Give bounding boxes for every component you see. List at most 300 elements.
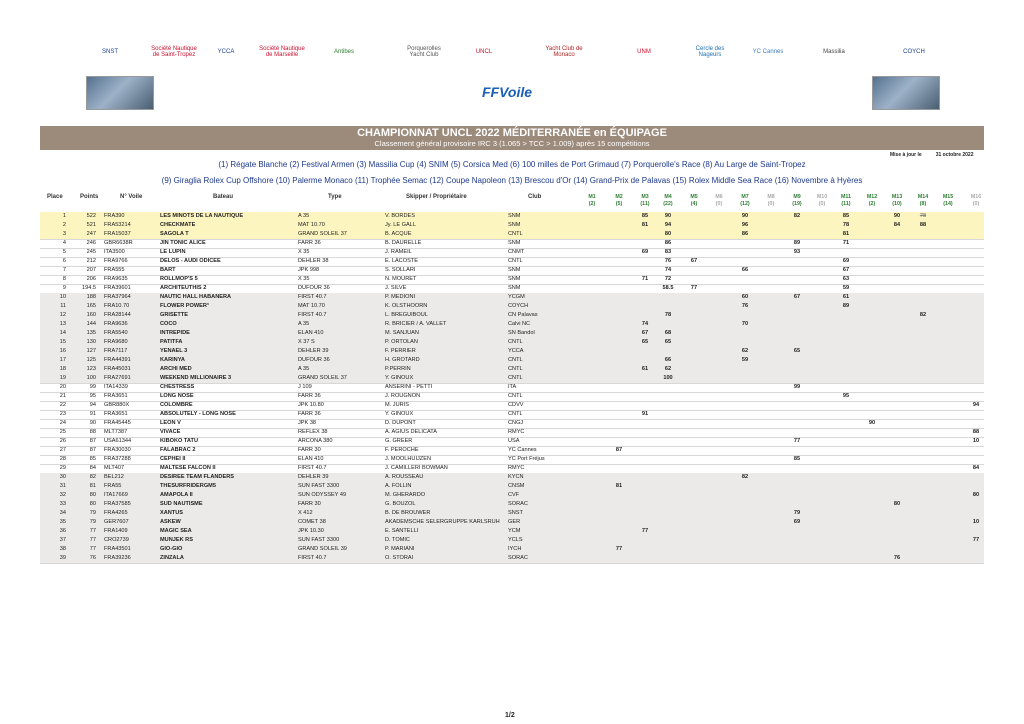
cell-points: 206 (86, 276, 96, 282)
cell-place: 11 (60, 303, 66, 309)
cell-score-m3: 61 (641, 366, 649, 372)
cell-club: CNTL (508, 375, 523, 381)
cell-skipper: M. SANJUAN (385, 330, 419, 336)
cell-club: CNTL (508, 339, 523, 345)
cell-sail: FRA37585 (104, 501, 131, 507)
page-subtitle: Classement général provisoire IRC 3 (1.065 > TCC > 1.009) après 15 compétitions (374, 139, 650, 148)
cell-boat: INTREPIDE (160, 330, 190, 336)
cell-score-m11: 59 (842, 285, 850, 291)
cell-club: SORAC (508, 555, 528, 561)
cell-type: DUFOUR 36 (298, 285, 330, 291)
cell-points: 521 (86, 222, 96, 228)
cell-boat: WEEKEND MILLIONAIRE 3 (160, 375, 232, 381)
cell-type: FARR 36 (298, 240, 321, 246)
cell-type: REFLEX 38 (298, 429, 328, 435)
cell-skipper: A. FOLLIN (385, 483, 412, 489)
cell-points: 127 (86, 348, 96, 354)
cell-points: 94 (89, 402, 96, 408)
cell-sail: FRA3651 (104, 411, 128, 417)
cell-sail: FRA3651 (104, 393, 128, 399)
cell-score-m9: 82 (793, 213, 801, 219)
cell-skipper: P. MEDIONI (385, 294, 416, 300)
cell-skipper: F. PERRIER (385, 348, 416, 354)
cell-skipper: E. LACOSTE (385, 258, 418, 264)
cell-boat: AMAPOLA II (160, 492, 193, 498)
cell-club: CNGJ (508, 420, 524, 426)
cell-score-m7: 90 (741, 213, 749, 219)
col-header-sail: N° Voile (120, 194, 143, 200)
cell-score-m3: 69 (641, 249, 649, 255)
sponsor-logo: YCCA (217, 49, 235, 55)
race-header-m2: M2 (5) (615, 194, 623, 207)
cell-score-m11: 61 (842, 294, 850, 300)
cell-score-m9: 77 (793, 438, 801, 444)
cell-score-m9: 99 (793, 384, 801, 390)
cell-place: 13 (59, 321, 66, 327)
cell-sail: FRA53214 (104, 222, 131, 228)
cell-points: 87 (89, 447, 96, 453)
cell-boat: ABSOLUTELY - LONG NOSE (160, 411, 236, 417)
sailing-photo-right (872, 76, 940, 110)
cell-score-m7: 70 (741, 321, 749, 327)
cell-score-m13: 90 (893, 213, 901, 219)
sponsor-logo: Yacht Club de Monaco (545, 46, 583, 58)
cell-club: CNTL (508, 258, 523, 264)
cell-points: 87 (89, 438, 96, 444)
cell-score-m7: 66 (741, 267, 749, 273)
cell-place: 20 (59, 384, 66, 390)
col-header-type: Type (328, 194, 342, 200)
cell-club: SNM (508, 267, 521, 273)
cell-type: X 37 S (298, 339, 315, 345)
cell-skipper: D. DUPONT (385, 420, 416, 426)
cell-club: CVF (508, 492, 520, 498)
cell-skipper: P. MARIANI (385, 546, 415, 552)
cell-boat: CEPHEI II (160, 456, 186, 462)
cell-place: 39 (59, 555, 66, 561)
cell-points: 160 (86, 312, 96, 318)
cell-boat: MALTESE FALCON II (160, 465, 216, 471)
cell-place: 17 (59, 357, 66, 363)
cell-place: 30 (59, 474, 66, 480)
cell-skipper: B. ACQUE (385, 231, 412, 237)
cell-score-m7: 86 (741, 231, 749, 237)
cell-club: YCCA (508, 348, 524, 354)
race-header-m9: M9 (19) (792, 194, 802, 207)
cell-score-m11: 78 (842, 222, 850, 228)
cell-club: CNTL (508, 357, 523, 363)
page-title: CHAMPIONNAT UNCL 2022 MÉDITERRANÉE en ÉQUIPAGE (357, 127, 667, 139)
cell-score-m2: 87 (615, 447, 623, 453)
cell-sail: FRA7117 (104, 348, 128, 354)
cell-score-m13: 80 (893, 501, 901, 507)
competitions-line-2: (9) Giraglia Rolex Cup Offshore (10) Palerme Monaco (11) Trophée Semac (12) Coupe Napoleon (13) Brescou d'Or (14) Grand-Prix de Palavas (15) Rolex Middle Sea Race (16) Novembre à Hyères (161, 176, 863, 185)
cell-points: 125 (86, 357, 96, 363)
cell-type: DUFOUR 36 (298, 357, 330, 363)
sponsor-logo: Société Nautique de Saint-Tropez (151, 46, 197, 58)
cell-sail: FRA39236 (104, 555, 131, 561)
cell-type: DEHLER 39 (298, 474, 329, 480)
cell-boat: LONG NOSE (160, 393, 194, 399)
cell-sail: FRA45031 (104, 366, 131, 372)
cell-score-m4: 74 (664, 267, 672, 273)
cell-place: 8 (62, 276, 66, 282)
cell-type: MAT 10.70 (298, 303, 325, 309)
cell-club: YC Port Fréjus (508, 456, 545, 462)
race-header-m7: M7 (12) (740, 194, 750, 207)
cell-score-m11: 67 (842, 267, 850, 273)
cell-club: SN Bandol (508, 330, 535, 336)
cell-score-m3: 91 (641, 411, 649, 417)
cell-skipper: L. BREGUIBOUL (385, 312, 428, 318)
cell-score-m11: 95 (842, 393, 850, 399)
cell-club: SORAC (508, 501, 528, 507)
cell-score-m16: 84 (972, 465, 980, 471)
cell-points: 80 (89, 501, 96, 507)
cell-boat: DELOS - AUDI ODICEE (160, 258, 221, 264)
cell-place: 27 (59, 447, 66, 453)
cell-points: 77 (89, 537, 96, 543)
cell-place: 3 (62, 231, 66, 237)
cell-score-m16: 10 (972, 519, 980, 525)
cell-points: 79 (89, 519, 96, 525)
cell-type: ARCONA 380 (298, 438, 333, 444)
cell-score-m4: 90 (664, 213, 672, 219)
cell-skipper: S. SOLLARI (385, 267, 416, 273)
cell-type: JPK 10.80 (298, 402, 324, 408)
cell-points: 77 (89, 546, 96, 552)
sponsor-logo: Société Nautique de Marseille (259, 46, 305, 58)
col-header-club: Club (528, 194, 542, 200)
cell-sail: ITA14339 (104, 384, 128, 390)
cell-sail: FRA9636 (104, 321, 128, 327)
cell-score-m9: 79 (793, 510, 801, 516)
cell-score-m14: 88 (919, 222, 927, 228)
cell-boat: JIN TONIC ALICE (160, 240, 206, 246)
cell-sail: ITA3500 (104, 249, 125, 255)
cell-boat: GIO-GIO (160, 546, 183, 552)
cell-type: A 35 (298, 366, 310, 372)
cell-sail: MLT7387 (104, 429, 128, 435)
cell-skipper: G. GREER (385, 438, 413, 444)
cell-skipper: J. SILVE (385, 285, 407, 291)
cell-skipper: P.PERRIN (385, 366, 411, 372)
cell-score-m4: 83 (664, 249, 672, 255)
race-header-m1: M1 (2) (588, 194, 596, 207)
cell-sail: FRA37964 (104, 294, 131, 300)
cell-club: CNTL (508, 366, 523, 372)
cell-type: A 35 (298, 213, 310, 219)
cell-score-m16: 80 (972, 492, 980, 498)
cell-score-m11: 63 (842, 276, 850, 282)
cell-club: CDVV (508, 402, 524, 408)
update-date: Mise à jour le 31 octobre 2022 (890, 152, 974, 158)
col-header-boat: Bateau (213, 194, 234, 200)
cell-score-m7: 60 (741, 294, 749, 300)
cell-sail: FRA55 (104, 483, 122, 489)
cell-points: 245 (86, 249, 96, 255)
cell-place: 37 (59, 537, 66, 543)
cell-score-m4: 80 (664, 231, 672, 237)
cell-score-m5: 67 (690, 258, 698, 264)
cell-skipper: J. CAMILLERI BOWMAN (385, 465, 448, 471)
cell-place: 1 (62, 213, 66, 219)
cell-points: 123 (86, 366, 96, 372)
race-header-m5: M5 (4) (690, 194, 698, 207)
cell-score-m14: 78 (919, 213, 927, 219)
sponsor-logo: Massilia (823, 49, 845, 55)
cell-place: 29 (59, 465, 66, 471)
cell-skipper: M. GHERARDO (385, 492, 426, 498)
cell-boat: CHECKMATE (160, 222, 196, 228)
cell-boat: BART (160, 267, 176, 273)
cell-place: 21 (59, 393, 66, 399)
cell-type: SUN ODYSSEY 49 (298, 492, 347, 498)
cell-score-m4: 86 (664, 240, 672, 246)
race-header-m6: M6 (0) (715, 194, 723, 207)
cell-score-m9: 65 (793, 348, 801, 354)
cell-score-m9: 69 (793, 519, 801, 525)
competitions-line-1: (1) Régate Blanche (2) Festival Armen (3) Massilia Cup (4) SNIM (5) Corsica Med (6) 100 milles de Port Grimaud (7) Porquerolle's Race (8) Au Large de Saint-Tropez (218, 160, 806, 169)
cell-score-m2: 81 (615, 483, 623, 489)
cell-place: 38 (59, 546, 66, 552)
cell-sail: FRA43501 (104, 546, 131, 552)
cell-points: 100 (86, 375, 96, 381)
cell-score-m4: 100 (663, 375, 673, 381)
race-header-m16: M16 (0) (970, 194, 982, 207)
cell-score-m3: 74 (641, 321, 649, 327)
cell-score-m13: 84 (893, 222, 901, 228)
cell-club: SNST (508, 510, 523, 516)
cell-place: 12 (59, 312, 66, 318)
cell-club: YC Cannes (508, 447, 537, 453)
cell-points: 77 (89, 528, 96, 534)
cell-score-m11: 69 (842, 258, 850, 264)
cell-club: CN Palavas (508, 312, 538, 318)
cell-skipper: Jy. LE GALL (385, 222, 416, 228)
cell-points: 79 (89, 510, 96, 516)
cell-sail: BEL212 (104, 474, 124, 480)
cell-place: 25 (59, 429, 66, 435)
race-header-m11: M11 (11) (840, 194, 851, 207)
race-header-m14: M14 (8) (917, 194, 929, 207)
cell-score-m3: 71 (641, 276, 649, 282)
cell-boat: ARCHITEUTHIS 2 (160, 285, 207, 291)
cell-points: 212 (86, 258, 96, 264)
cell-place: 7 (62, 267, 66, 273)
cell-sail: GBR6638R (104, 240, 133, 246)
cell-place: 33 (59, 501, 66, 507)
cell-club: COYCH (508, 303, 529, 309)
cell-sail: FRA390 (104, 213, 125, 219)
cell-points: 95 (89, 393, 96, 399)
cell-points: 85 (89, 456, 96, 462)
cell-points: 88 (89, 429, 96, 435)
cell-score-m11: 85 (842, 213, 850, 219)
col-header-place: Place (47, 194, 63, 200)
cell-boat: DESIREE TEAM FLANDERS (160, 474, 234, 480)
cell-skipper: J. MOOLHUIJZEN (385, 456, 431, 462)
cell-skipper: J. RAMEIL (385, 249, 412, 255)
cell-type: FARR 36 (298, 411, 321, 417)
cell-type: DEHLER 38 (298, 258, 329, 264)
cell-points: 247 (86, 231, 96, 237)
cell-sail: CRO2739 (104, 537, 129, 543)
cell-score-m3: 65 (641, 339, 649, 345)
cell-type: GRAND SOLEIL 37 (298, 231, 347, 237)
cell-score-m4: 78 (664, 312, 672, 318)
cell-type: FARR 30 (298, 501, 321, 507)
cell-score-m3: 81 (641, 222, 649, 228)
cell-skipper: J. ROUGNON (385, 393, 421, 399)
cell-sail: FRA555 (104, 267, 125, 273)
cell-points: 522 (86, 213, 96, 219)
cell-sail: MLT407 (104, 465, 125, 471)
cell-sail: FRA10.70 (104, 303, 130, 309)
cell-boat: COLOMBRE (160, 402, 193, 408)
sponsor-logo: Cercle des Nageurs (695, 46, 725, 58)
cell-place: 14 (59, 330, 66, 336)
cell-skipper: AKADEMSCHE SELERGRUPPE KARLSRUH (385, 519, 500, 525)
cell-sail: FRA9680 (104, 339, 128, 345)
cell-place: 4 (62, 240, 66, 246)
cell-sail: FRA30030 (104, 447, 131, 453)
cell-score-m2: 77 (615, 546, 623, 552)
cell-sail: FRA5540 (104, 330, 128, 336)
cell-sail: GER7607 (104, 519, 129, 525)
cell-type: FIRST 40.7 (298, 312, 327, 318)
cell-sail: FRA27691 (104, 375, 131, 381)
cell-boat: KIBOKO TATU (160, 438, 199, 444)
cell-club: RMYC (508, 465, 525, 471)
cell-boat: NAUTIC HALL HABANERA (160, 294, 232, 300)
sponsor-logo: Porquerolles Yacht Club (407, 46, 441, 58)
cell-skipper: O. STORAI (385, 555, 414, 561)
cell-type: JPK 10.30 (298, 528, 324, 534)
cell-club: YCM (508, 528, 521, 534)
cell-skipper: A. AGIUS DELICATA (385, 429, 438, 435)
cell-skipper: V. BORDES (385, 213, 415, 219)
cell-sail: FRA4265 (104, 510, 128, 516)
cell-sail: GBR880X (104, 402, 130, 408)
cell-type: FIRST 40.7 (298, 555, 327, 561)
cell-points: 82 (89, 474, 96, 480)
cell-place: 10 (59, 294, 66, 300)
cell-score-m4: 72 (664, 276, 672, 282)
cell-score-m3: 77 (641, 528, 649, 534)
cell-boat: LES MINOTS DE LA NAUTIQUE (160, 213, 244, 219)
cell-type: X 35 (298, 276, 310, 282)
cell-type: FIRST 40.7 (298, 465, 327, 471)
cell-score-m4: 76 (664, 258, 672, 264)
cell-club: CNSM (508, 483, 525, 489)
cell-type: COMET 38 (298, 519, 326, 525)
cell-club: SNM (508, 213, 521, 219)
cell-boat: SAGOLA T (160, 231, 189, 237)
cell-points: 130 (86, 339, 96, 345)
race-header-m4: M4 (22) (663, 194, 673, 207)
sponsor-logo: UNCL (475, 49, 493, 55)
col-header-skipper: Skipper / Propriétaire (406, 194, 467, 200)
sponsor-logo: SNST (101, 49, 118, 55)
race-header-m10: M10 (0) (816, 194, 828, 207)
cell-points: 207 (86, 267, 96, 273)
cell-type: ELAN 410 (298, 456, 324, 462)
cell-boat: MUNJEK RS (160, 537, 193, 543)
cell-boat: LEON V (160, 420, 181, 426)
cell-points: 81 (89, 483, 96, 489)
cell-skipper: R. BRICIER / A. VALLET (385, 321, 447, 327)
cell-place: 23 (59, 411, 66, 417)
cell-score-m16: 77 (972, 537, 980, 543)
cell-club: SNM (508, 240, 521, 246)
cell-club: YCGM (508, 294, 525, 300)
cell-club: RMYC (508, 429, 525, 435)
cell-sail: FRA44391 (104, 357, 131, 363)
cell-place: 31 (59, 483, 66, 489)
cell-sail: FRA9635 (104, 276, 128, 282)
race-header-m12: M12 (2) (866, 194, 878, 207)
cell-points: 144 (86, 321, 96, 327)
cell-sail: FRA45445 (104, 420, 131, 426)
cell-place: 19 (59, 375, 66, 381)
cell-score-m16: 94 (972, 402, 980, 408)
cell-score-m7: 62 (741, 348, 749, 354)
cell-score-m5: 77 (690, 285, 698, 291)
cell-place: 32 (59, 492, 66, 498)
cell-score-m16: 88 (972, 429, 980, 435)
cell-boat: CHESTRESS (160, 384, 195, 390)
cell-type: JPK 38 (298, 420, 317, 426)
sponsor-logos (86, 34, 946, 74)
title-banner (40, 126, 984, 150)
cell-club: CNMT (508, 249, 525, 255)
cell-score-m12: 90 (868, 420, 876, 426)
cell-score-m7: 59 (741, 357, 749, 363)
cell-sail: ITA17669 (104, 492, 128, 498)
cell-sail: FRA9766 (104, 258, 128, 264)
cell-skipper: M. JURIS (385, 402, 409, 408)
ffvoile-logo: FFVoile (482, 84, 533, 100)
cell-sail: FRA1409 (104, 528, 128, 534)
cell-score-m4: 68 (664, 330, 672, 336)
race-header-m13: M13 (10) (891, 194, 903, 207)
cell-skipper: D. TOMIC (385, 537, 410, 543)
cell-type: DEHLER 39 (298, 348, 329, 354)
cell-type: SUN FAST 3300 (298, 483, 340, 489)
cell-type: X 35 (298, 249, 310, 255)
cell-boat: ZINZALA (160, 555, 184, 561)
cell-type: MAT 10.70 (298, 222, 325, 228)
cell-type: FARR 36 (298, 393, 321, 399)
cell-place: 18 (59, 366, 66, 372)
cell-club: SNM (508, 285, 521, 291)
cell-type: X 412 (298, 510, 313, 516)
cell-place: 28 (59, 456, 66, 462)
cell-score-m14: 82 (919, 312, 927, 318)
cell-type: FARR 30 (298, 447, 321, 453)
cell-place: 36 (59, 528, 66, 534)
cell-club: IYCH (508, 546, 522, 552)
cell-score-m7: 82 (741, 474, 749, 480)
cell-boat: COCO (160, 321, 177, 327)
cell-skipper: Y. GINOUX (385, 411, 414, 417)
cell-skipper: B. DE BROUWER (385, 510, 431, 516)
cell-boat: THESURFRIDERGM5 (160, 483, 216, 489)
cell-score-m4: 66 (664, 357, 672, 363)
cell-sail: USA61344 (104, 438, 132, 444)
cell-place: 5 (62, 249, 66, 255)
